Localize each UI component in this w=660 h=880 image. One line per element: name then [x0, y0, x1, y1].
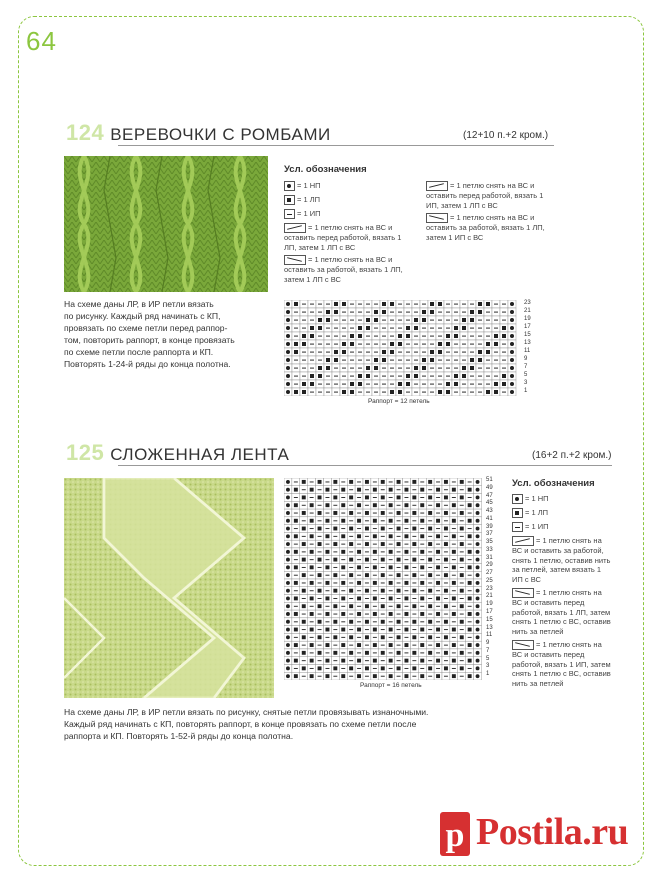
legend-124-purl: = 1 ИП [284, 209, 321, 219]
pattern-125-title [66, 440, 289, 466]
pattern-125-row-numbers: 51 49 47 45 43 41 39 37 35 33 31 29 27 25 23 21 19 17 15 13 11 9 7 5 3 1 [486, 477, 493, 678]
page-number: 64 [26, 26, 57, 56]
legend-125-cable-3: = 1 петлю снять на ВС и оставить перед работой, вязать 1 ИП, затем снять 1 петлю с ВС, оставив нить за петлей [512, 640, 611, 688]
pattern-125-legend-title: Усл. обозначения [512, 478, 595, 489]
purl-stitch-icon [512, 522, 523, 532]
pattern-125-chart [284, 478, 482, 680]
slip-cable-front-icon [512, 588, 534, 598]
pattern-124-description: На схеме даны ЛР, в ИР петли вязать по рисунку. Каждый ряд начинать с КП, провязать по схеме петли перед раппор- том, повторить раппорт, в конце провязать по схеме петли после раппорта и КП. Повторять 1-24-й ряды до конца полотна. [64, 299, 235, 369]
pattern-124-rule [118, 145, 554, 146]
pattern-125-chart-caption: Раппорт = 16 петель [360, 682, 422, 689]
knit-stitch-icon [284, 195, 295, 205]
pattern-124-chart [284, 300, 520, 396]
pattern-124-title [66, 120, 331, 146]
legend-124-cable-1: = 1 петлю снять на ВС и оставить перед работой, вязать 1 ЛП, затем 1 ЛП с ВС [284, 223, 402, 252]
legend-125-cable-1: = 1 петлю снять на ВС и оставить за работой, снять 1 петлю, оставив нить за петлей, затем вязать 1 ИП с ВС [512, 536, 611, 584]
legend-125-knit: = 1 ЛП [512, 508, 548, 518]
legend-125-purl: = 1 ИП [512, 522, 549, 532]
pattern-124-photo [64, 156, 268, 292]
cable-back-icon [284, 255, 306, 265]
knit-edge-icon [512, 494, 523, 504]
pattern-124-name: ВЕРЕВОЧКИ С РОМБАМИ [110, 125, 331, 144]
knit-stitch-icon [512, 508, 523, 518]
legend-124-knit: = 1 ЛП [284, 195, 320, 205]
cable-front-icon [284, 223, 306, 233]
pattern-125-rule [118, 465, 612, 466]
pattern-125-photo [64, 478, 274, 698]
cable-purl-back-icon [426, 213, 448, 223]
legend-125-knit-edge: = 1 НП [512, 494, 549, 504]
pattern-124-row-numbers: 23 21 19 17 15 13 11 9 7 5 3 1 [524, 300, 531, 394]
legend-124-cable-4: = 1 петлю снять на ВС и оставить за работой, вязать 1 ЛП, затем 1 ИП с ВС [426, 213, 545, 242]
pattern-124-legend-title: Усл. обозначения [284, 164, 367, 175]
slip-cable-purl-icon [512, 640, 534, 650]
legend-124-cable-2: = 1 петлю снять на ВС и оставить за работой, вязать 1 ЛП, затем 1 ЛП с ВС [284, 255, 403, 284]
pattern-125-name: СЛОЖЕННАЯ ЛЕНТА [110, 445, 290, 464]
legend-124-knit-edge: = 1 НП [284, 181, 321, 191]
cable-purl-front-icon [426, 181, 448, 191]
purl-stitch-icon [284, 209, 295, 219]
legend-124-cable-3: = 1 петлю снять на ВС и оставить перед работой, вязать 1 ИП, затем 1 ЛП с ВС [426, 181, 544, 210]
pattern-125-description: На схеме даны ЛР, в ИР петли вязать по рисунку, снятые петли провязывать изнаночными. Каждый ряд начинать с КП, повторять раппорт, в конце провязать по схеме петли после раппорта и КП. Повторять 1-52-й ряды до конца полотна. [64, 707, 429, 741]
slip-cable-back-icon [512, 536, 534, 546]
legend-125-cable-2: = 1 петлю снять на ВС и оставить перед работой, вязать 1 ЛП, затем снять 1 петлю с ВС, оставив нить за петлей [512, 588, 611, 636]
pattern-124-formula: (12+10 п.+2 кром.) [463, 130, 549, 141]
pattern-124-chart-caption: Раппорт = 12 петель [368, 398, 430, 405]
knit-edge-icon [284, 181, 295, 191]
pattern-125-formula: (16+2 п.+2 кром.) [532, 450, 612, 461]
pattern-125-number: 125 [66, 440, 105, 465]
svg-text:p: p [445, 817, 465, 854]
pattern-124-number: 124 [66, 120, 105, 145]
postila-logo-text: Postila.ru [476, 811, 629, 853]
